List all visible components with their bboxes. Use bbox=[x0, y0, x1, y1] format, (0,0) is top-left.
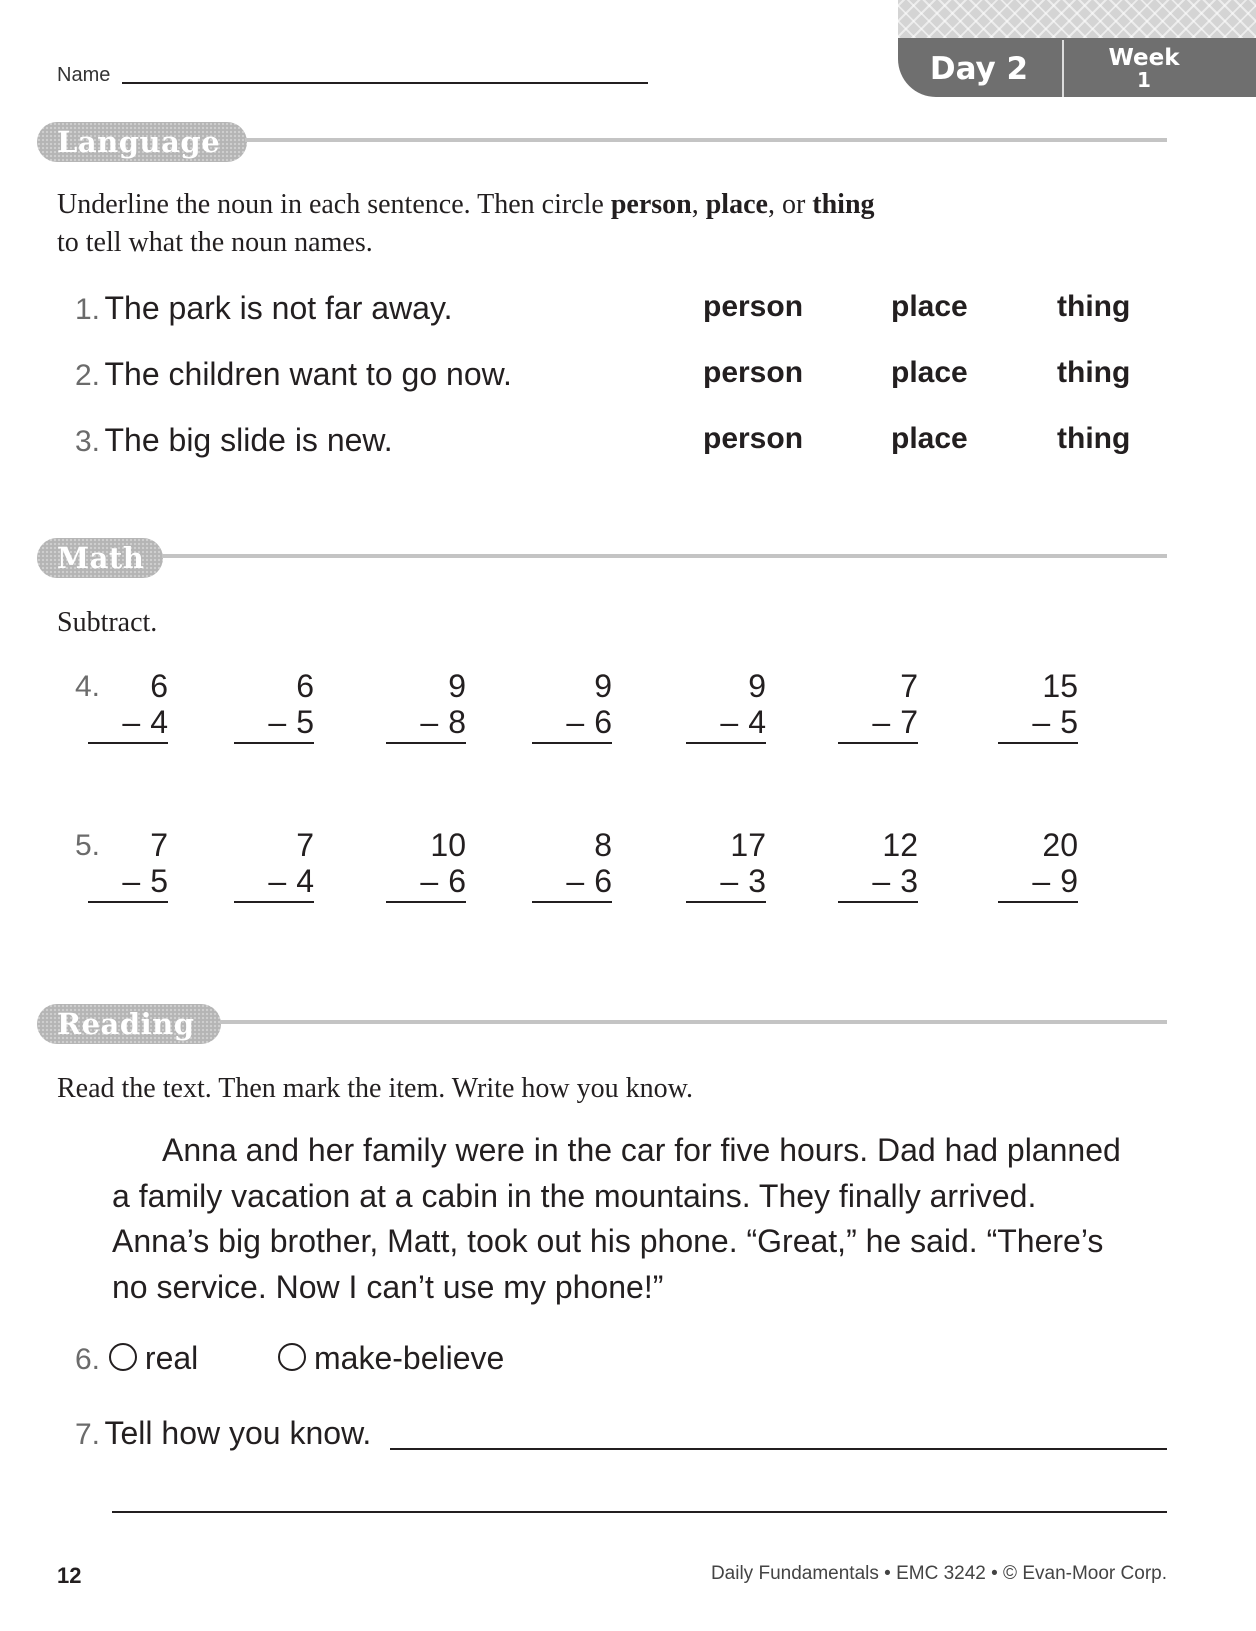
subtrahend: 4 bbox=[748, 704, 766, 740]
subtrahend: 6 bbox=[448, 863, 466, 899]
language-section-header: Language bbox=[37, 122, 247, 162]
week-number: 1 bbox=[1137, 68, 1151, 92]
subtrahend-line bbox=[386, 863, 466, 903]
minus-sign: – bbox=[268, 863, 287, 899]
subtrahend-line bbox=[386, 704, 466, 744]
math-section-header: Math bbox=[37, 538, 163, 578]
subtraction-problem bbox=[998, 668, 1078, 744]
item-sentence: The park is not far away. bbox=[104, 290, 453, 326]
language-instruction: Underline the noun in each sentence. Then circle person, place, or thing to tell what the noun names. bbox=[57, 189, 875, 258]
subtraction-problem bbox=[686, 668, 766, 744]
choice-place[interactable]: place bbox=[891, 290, 968, 323]
minus-sign: – bbox=[872, 863, 891, 899]
subtrahend: 8 bbox=[448, 704, 466, 740]
reading-passage: Anna and her family were in the car for five hours. Dad had planned a family vacation at a cabin in the mountains. They finally arrived. Anna’s big brother, Matt, took out his phone. “Great,” he said. “There’s no service. Now I can’t use my phone!” bbox=[112, 1132, 1121, 1305]
math-instruction: Subtract. bbox=[57, 607, 158, 638]
minuend: 9 bbox=[748, 668, 766, 704]
reading-instruction: Read the text. Then mark the item. Write how you know. bbox=[57, 1073, 693, 1104]
language-item bbox=[75, 422, 393, 459]
subtraction-problem bbox=[88, 668, 168, 744]
answer-line[interactable] bbox=[112, 1511, 1167, 1513]
subtraction-problem bbox=[234, 827, 314, 903]
choice-thing[interactable]: thing bbox=[1057, 356, 1131, 389]
subtraction-problem bbox=[386, 668, 466, 744]
question-number: 6. bbox=[75, 1343, 101, 1376]
minuend: 8 bbox=[594, 827, 612, 863]
answer-line[interactable] bbox=[390, 1448, 1167, 1450]
question-text: Tell how you know. bbox=[104, 1415, 372, 1451]
subtraction-problem bbox=[532, 827, 612, 903]
subtraction-problem bbox=[838, 668, 918, 744]
question-6-option-2 bbox=[278, 1340, 504, 1377]
item-sentence: The big slide is new. bbox=[104, 422, 393, 458]
minus-sign: – bbox=[420, 863, 439, 899]
language-item bbox=[75, 356, 512, 393]
subtrahend-line bbox=[998, 704, 1078, 744]
choice-place[interactable]: place bbox=[891, 422, 968, 455]
minus-sign: – bbox=[268, 704, 287, 740]
minus-sign: – bbox=[420, 704, 439, 740]
minus-sign: – bbox=[566, 704, 585, 740]
page-number: 12 bbox=[57, 1563, 82, 1588]
minuend: 7 bbox=[296, 827, 314, 863]
subtrahend: 5 bbox=[296, 704, 314, 740]
option-real-label: real bbox=[144, 1340, 199, 1376]
subtrahend: 3 bbox=[900, 863, 918, 899]
subtrahend-line bbox=[686, 863, 766, 903]
subtraction-problem bbox=[88, 827, 168, 903]
reading-section-rule bbox=[220, 1020, 1167, 1024]
choice-thing[interactable]: thing bbox=[1057, 290, 1131, 323]
minuend: 6 bbox=[296, 668, 314, 704]
subtraction-problem bbox=[686, 827, 766, 903]
minuend: 9 bbox=[594, 668, 612, 704]
subtrahend: 6 bbox=[594, 863, 612, 899]
name-write-line[interactable] bbox=[122, 82, 648, 84]
name-label: Name bbox=[57, 64, 111, 86]
minuend: 17 bbox=[730, 827, 766, 863]
choice-person[interactable]: person bbox=[703, 356, 804, 389]
subtrahend: 9 bbox=[1060, 863, 1078, 899]
subtrahend: 4 bbox=[296, 863, 314, 899]
minus-sign: – bbox=[122, 704, 141, 740]
minuend: 7 bbox=[150, 827, 168, 863]
subtraction-problem bbox=[998, 827, 1078, 903]
subtrahend-line bbox=[234, 863, 314, 903]
minuend: 12 bbox=[882, 827, 918, 863]
minuend: 10 bbox=[430, 827, 466, 863]
minus-sign: – bbox=[566, 863, 585, 899]
choice-person[interactable]: person bbox=[703, 290, 804, 323]
question-7 bbox=[75, 1415, 371, 1452]
language-section-rule bbox=[245, 138, 1167, 142]
subtraction-problem bbox=[532, 668, 612, 744]
radio-real[interactable] bbox=[109, 1343, 137, 1371]
day-week-tab bbox=[898, 0, 1256, 97]
subtrahend: 3 bbox=[748, 863, 766, 899]
week-label bbox=[1064, 40, 1224, 97]
subtrahend-line bbox=[532, 863, 612, 903]
day-label: Day 2 bbox=[929, 50, 1029, 87]
subtraction-problem bbox=[386, 827, 466, 903]
choice-place[interactable]: place bbox=[891, 356, 968, 389]
question-number: 7. bbox=[75, 1418, 101, 1451]
row-number: 5. bbox=[75, 829, 101, 862]
subtrahend: 4 bbox=[150, 704, 168, 740]
choice-thing[interactable]: thing bbox=[1057, 422, 1131, 455]
choice-person[interactable]: person bbox=[703, 422, 804, 455]
footer-credit: Daily Fundamentals • EMC 3242 • © Evan-Moor Corp. bbox=[710, 1563, 1167, 1584]
minus-sign: – bbox=[872, 704, 891, 740]
minus-sign: – bbox=[720, 863, 739, 899]
minus-sign: – bbox=[1032, 704, 1051, 740]
minuend: 15 bbox=[1042, 668, 1078, 704]
subtrahend-line bbox=[88, 704, 168, 744]
minuend: 6 bbox=[150, 668, 168, 704]
minuend: 7 bbox=[900, 668, 918, 704]
subtrahend: 7 bbox=[900, 704, 918, 740]
subtrahend-line bbox=[838, 704, 918, 744]
language-item bbox=[75, 290, 452, 327]
tab-pattern bbox=[898, 0, 1256, 38]
subtrahend-line bbox=[998, 863, 1078, 903]
minus-sign: – bbox=[1032, 863, 1051, 899]
subtrahend: 6 bbox=[594, 704, 612, 740]
subtrahend-line bbox=[234, 704, 314, 744]
item-number: 1. bbox=[75, 293, 101, 326]
question-6 bbox=[75, 1340, 198, 1377]
week-text: Week bbox=[1108, 45, 1180, 71]
minuend: 9 bbox=[448, 668, 466, 704]
minus-sign: – bbox=[122, 863, 141, 899]
item-number: 2. bbox=[75, 359, 101, 392]
math-section-rule bbox=[162, 554, 1167, 558]
subtraction-problem bbox=[234, 668, 314, 744]
row-number: 4. bbox=[75, 670, 101, 703]
item-sentence: The children want to go now. bbox=[104, 356, 512, 392]
reading-section-header: Reading bbox=[37, 1004, 221, 1044]
minuend: 20 bbox=[1042, 827, 1078, 863]
subtrahend-line bbox=[686, 704, 766, 744]
radio-make-believe[interactable] bbox=[278, 1343, 306, 1371]
subtraction-problem bbox=[838, 827, 918, 903]
minus-sign: – bbox=[720, 704, 739, 740]
item-number: 3. bbox=[75, 425, 101, 458]
subtrahend-line bbox=[532, 704, 612, 744]
subtrahend: 5 bbox=[1060, 704, 1078, 740]
subtrahend-line bbox=[88, 863, 168, 903]
option-make-believe-label: make-believe bbox=[314, 1340, 505, 1376]
subtrahend: 5 bbox=[150, 863, 168, 899]
subtrahend-line bbox=[838, 863, 918, 903]
